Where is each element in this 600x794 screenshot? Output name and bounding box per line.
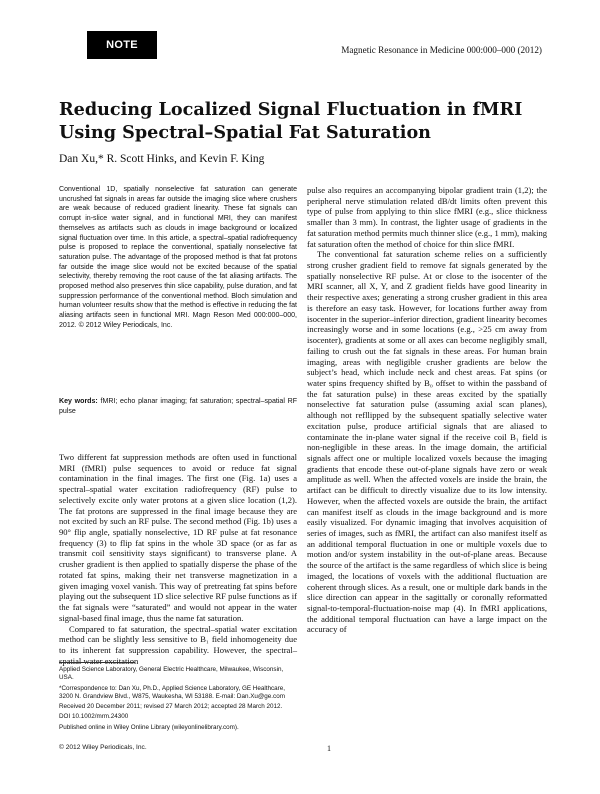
body-paragraph: pulse also requires an accompanying bipolar gradient train (1,2); the peripheral nerve stimulation related dB/dt limits often prevent this type of pulse from applying to thin slice fMRI (e.g., slice thickness smaller than 3 mm). In contrast, the lighter usage of gradients in the fat saturation method permits much thinner slice (e.g., 1 mm), making fat saturation often the method of choice for thin slice fMRI. [307,185,547,249]
footnotes [59,666,297,734]
journal-citation: Magnetic Resonance in Medicine 000:000–000 (2012) [341,45,542,55]
body-paragraph: Compared to fat saturation, the spectral–spatial water excitation method can be slightly less sensitive to B₁ field inhomogeneity due to its inherent fat suppression capability. However, the spectral–spatial water excitation [59,623,297,666]
author-list: Dan Xu,* R. Scott Hinks, and Kevin F. King [59,153,265,165]
page-number: 1 [327,744,331,753]
body-right-column [307,185,547,635]
correspondence-note: *Correspondence to: Dan Xu, Ph.D., Applied Science Laboratory, GE Healthcare, 3200 N. Grandview Blvd., W875, Waukesha, WI 53188. E-mail: Dan.Xu@ge.com [59,684,285,700]
article-title: Reducing Localized Signal Fluctuation in fMRI Using Spectral–Spatial Fat Saturation [59,99,523,143]
affiliation-note: Applied Science Laboratory, General Electric Healthcare, Milwaukee, Wisconsin, USA. [59,666,284,682]
abstract: Conventional 1D, spatially nonselective fat saturation can generate uncrushed fat signals in areas far outside the imaging slice where crushers are weak because of reduced gradient linearity. These fat signals can corrupt in-slice water signal, and in functional MRI, they can manifest themselves as artifacts such as clouds in image background or localized signal fluctuation over time. In this article, a spectral–spatial radiofrequency pulse is proposed to replace the conventional, spatially nonselective fat saturation pulse. The advantage of the proposed method is that fat protons far outside the image slice would not be excited because of the spatial selectivity, thereby removing the root cause of the fat aliasing artifacts. The proposed method also preserves thin slice capability, pulse duration, and fat suppression performance of the conventional method. Bloch simulation and human volunteer results show that the method is effective in reducing the fat aliasing artifacts seen in functional MRI. Magn Reson Med 000:000–000, 2012. © 2012 Wiley Periodicals, Inc. [59,186,297,329]
keywords-label: Key words: [59,398,98,405]
body-paragraph: Two different fat suppression methods are often used in functional MRI (fMRI) pulse sequences to avoid or reduce fat signal contamination in the final images. The first one (Fig. 1a) uses a spectral–spatial water excitation radiofrequency (RF) pulse to selectively excite only water protons at a given slice location (1,2). The fat protons are suppressed in the final image because they are not excited by such an RF pulse. The second method (Fig. 1b) uses a 90° flip angle, spatially nonselective, 1D RF pulse at fat resonance frequency (3) to flip fat spins in the whole 3D space (or as far as transmit coil sensitivity stays significant) to transverse plane. A crusher gradient is then applied to spatially disperse the phase of the rotated fat spins, making their net transverse magnetization in a given imaging voxel vanish. This way of pretreating fat spins before playing out the subsequent 1D slice selective RF pulse functions as if the fat signals were “saturated” and would not appear in the water signal-based final image, thus the name fat saturation. [59,452,297,623]
body-paragraph: The conventional fat saturation scheme relies on a sufficiently strong crusher gradient field to remove fat signals generated by the spatially nonselective RF pulse. At or close to the isocenter of the MRI scanner, all X, Y, and Z gradient fields have good linearity in their respective axes; generating a strong crusher gradient in this area is therefore an easy task. However, for locations further away from isocenter in the superior–inferior direction, gradient linearity becomes increasingly worse and in some locations (e.g., >25 cm away from isocenter), gradients at some or all axes can become negligibly small, failing to crush out the fat signals in these areas. For human brain imaging, areas with negligible crusher gradients are below the subject’s head, which include neck and chest areas. Fat spins (or water spins frequency shifted by B₀ offset to within the passband of the fat saturation pulse) in these areas excited by the spatially nonselective fat saturation pulse (assuming axial scan planes), although not refllipped by the subsequent spatially selective water excitation pulse, produce artificial signals that are aliased to contaminate the in-plane water signal if the receive coil B₁ field is non-negligible in these areas. In the image domain, the artificial signals affect one or multiple localized voxels because the imaging gradients that encode these out-of-plane signals have zero or weak amplitude as well. When the affected voxels are inside the brain, the artifact can be difficult to directly visualize due to its low intensity. However, when the affected voxels are outside the brain, the artifact can manifest itself as clouds in the image background and is more easily visualized. For dynamic imaging that involves acquisition of series of images, such as fMRI, the artifact can also manifest itself as an additional temporal fluctuation in one or multiple voxels due to motion and/or system instability in the out-of-plane areas. Because the source of the artifact is the same regardless of which slice is being imaged, the locations of voxels with the additional fluctuation are coherent through slices. As a result, one or multiple dark bands in the slice direction can appear in the sagittally or coronally reformatted signal-to-temporal-fluctuation-noise map (4). In fMRI applications, the additional temporal fluctuation can have a large impact on the accuracy of [307,249,547,635]
note-label: NOTE [87,31,157,59]
body-left-column [59,452,297,666]
published-online-note: Published online in Wiley Online Library (wileyonlinelibrary.com). [59,723,239,731]
footnote-divider [59,662,135,663]
received-dates-note: Received 20 December 2011; revised 27 March 2012; accepted 28 March 2012. [59,703,283,711]
keywords [59,397,297,416]
doi-note: DOI 10.1002/mrm.24300 [59,713,129,721]
keywords-text: fMRI; echo planar imaging; fat saturation; spectral–spatial RF pulse [59,398,298,415]
copyright-notice: © 2012 Wiley Periodicals, Inc. [59,744,147,751]
